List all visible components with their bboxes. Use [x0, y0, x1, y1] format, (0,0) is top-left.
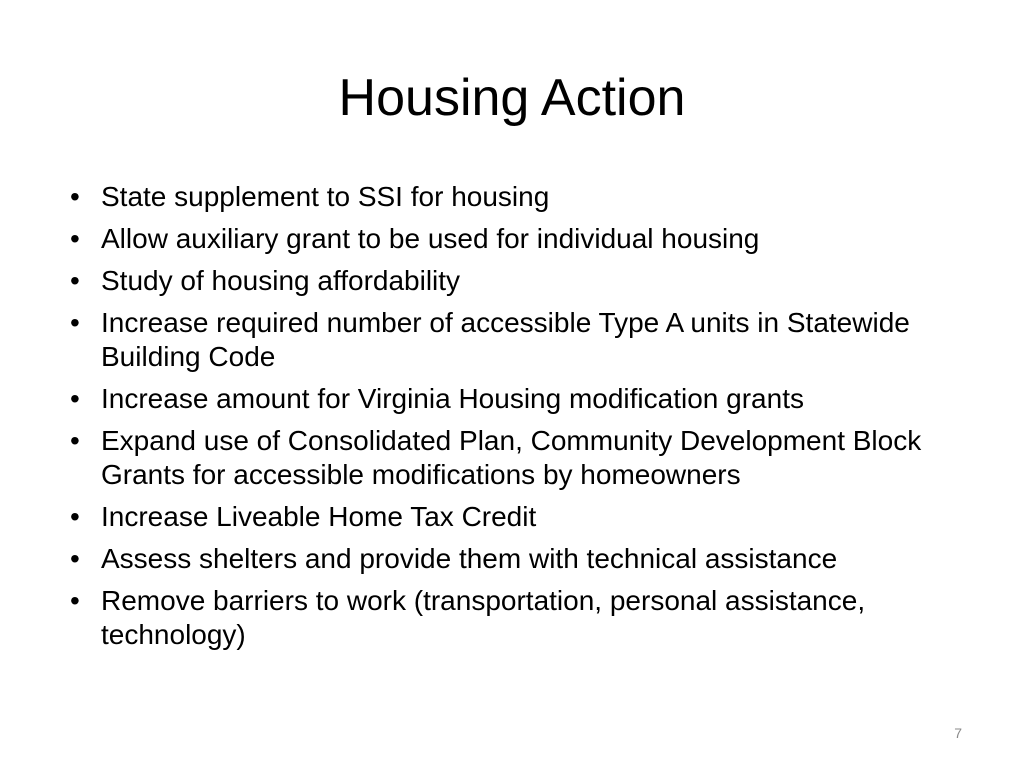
bullet-item: • Increase amount for Virginia Housing modification grants — [70, 382, 980, 416]
slide-title: Housing Action — [338, 69, 686, 127]
bullet-item: • Remove barriers to work (transportation, personal assistance, technology) — [70, 584, 980, 652]
bullet-item: • State supplement to SSI for housing — [70, 180, 980, 214]
bullet-item: • Assess shelters and provide them with technical assistance — [70, 542, 980, 576]
bullet-item: • Study of housing affordability — [70, 264, 980, 298]
bullet-item: • Allow auxiliary grant to be used for individual housing — [70, 222, 980, 256]
bullet-item: • Increase Liveable Home Tax Credit — [70, 500, 980, 534]
bullet-item: • Increase required number of accessible Type A units in Statewide Building Code — [70, 306, 980, 374]
bullet-list — [70, 180, 980, 660]
bullet-item: • Expand use of Consolidated Plan, Community Development Block Grants for accessible modifications by homeowners — [70, 424, 980, 492]
slide-number: 7 — [954, 725, 962, 741]
